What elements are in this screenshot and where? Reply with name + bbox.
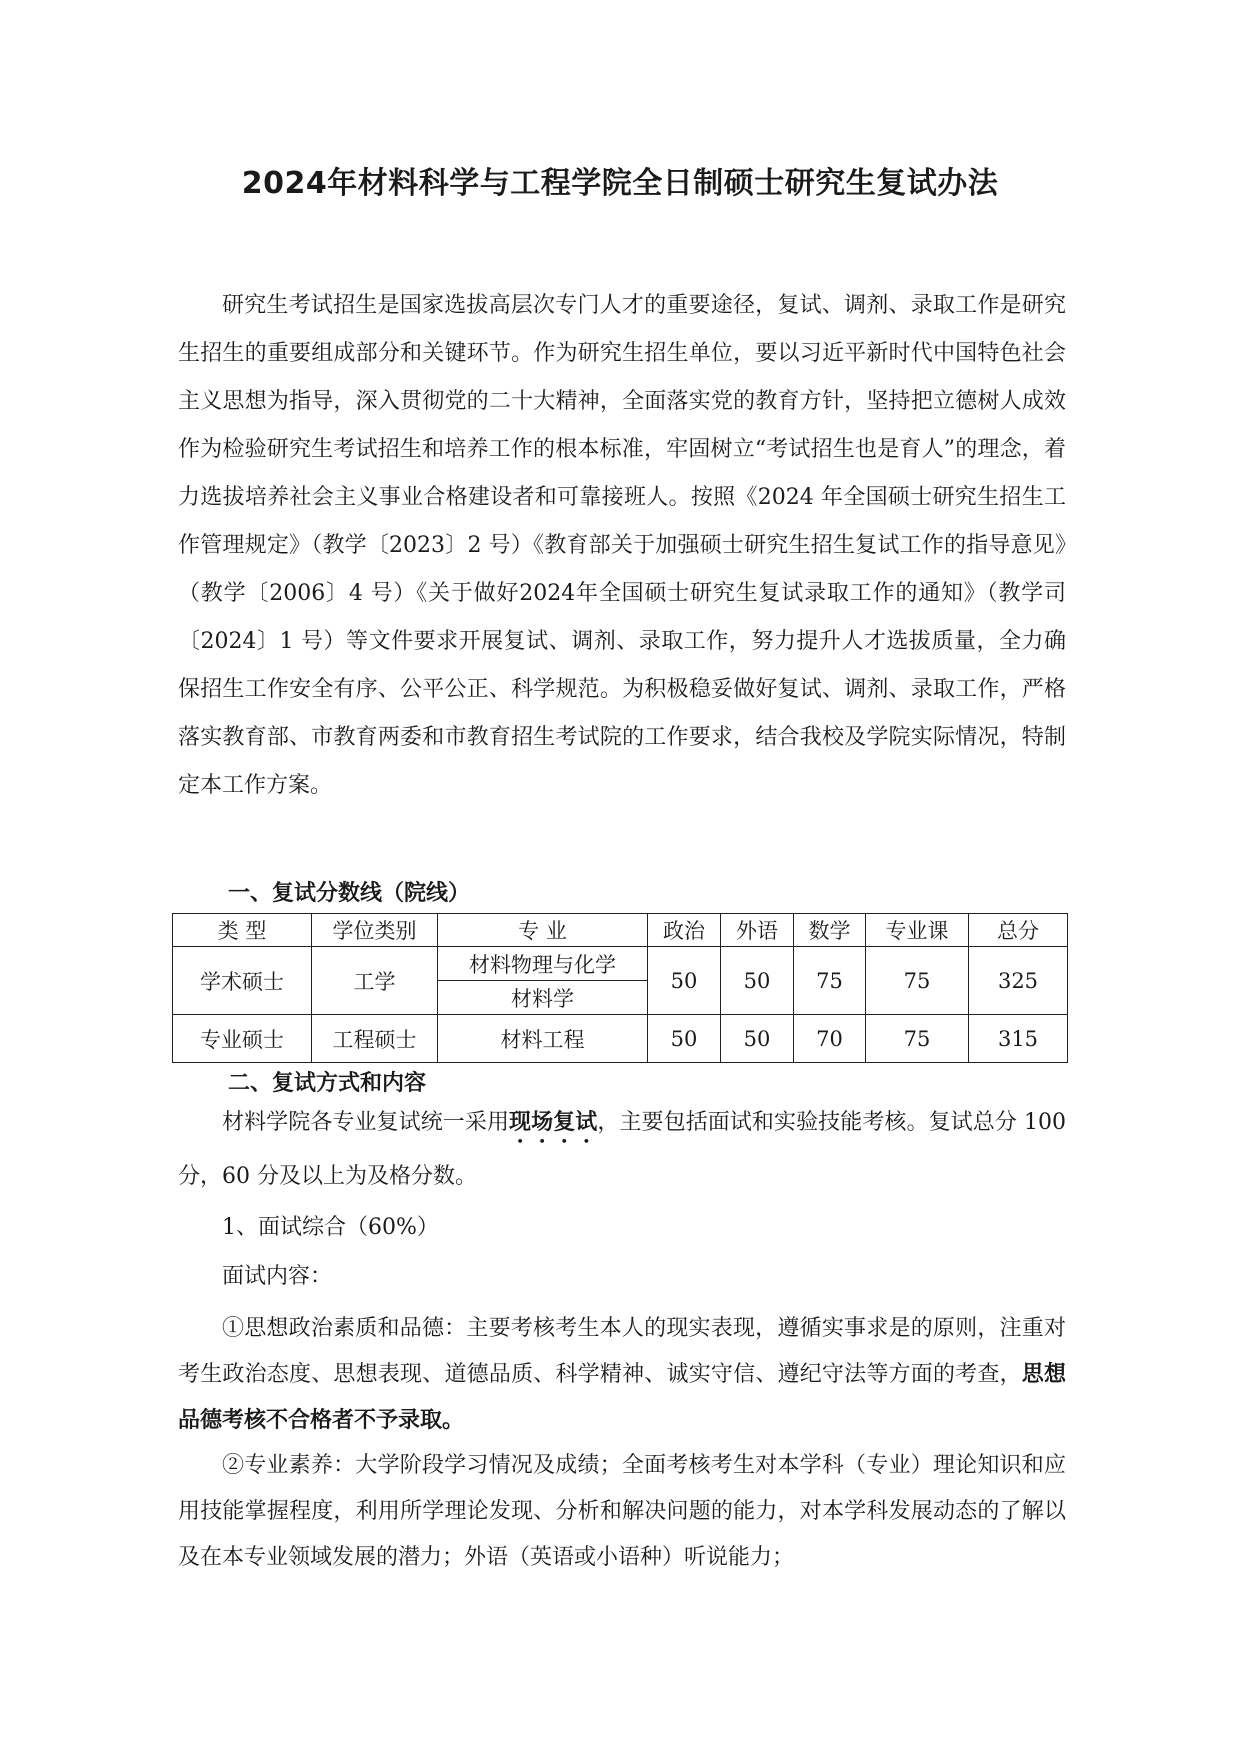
- interview-content-label: 面试内容：: [222, 1264, 333, 1289]
- cell-degree: 工程硕士: [312, 1015, 438, 1063]
- cell-major-course: 75: [866, 947, 969, 1015]
- cell-major: 材料学: [438, 981, 648, 1015]
- section2-heading: 二、复试方式和内容: [228, 1071, 427, 1096]
- section1-heading: 一、复试分数线（院线）: [228, 881, 471, 906]
- cell-language: 50: [721, 1015, 794, 1063]
- cell-language: 50: [721, 947, 794, 1015]
- method-text-start: 材料学院各专业复试统一采用: [222, 1110, 510, 1135]
- cell-major: 材料物理与化学: [438, 947, 648, 981]
- cell-politics: 50: [648, 947, 721, 1015]
- document-title: 2024年材料科学与工程学院全日制硕士研究生复试办法: [241, 166, 999, 201]
- cell-total: 325: [969, 947, 1068, 1015]
- header-cell: 数学: [794, 914, 866, 947]
- cell-math: 70: [794, 1015, 866, 1063]
- score-line-table: [172, 913, 1068, 1063]
- cell-degree: 工学: [312, 947, 438, 1015]
- header-cell: 外语: [721, 914, 794, 947]
- cell-major: 材料工程: [438, 1015, 648, 1063]
- method-text-end: ，主要包括面试和实验技能考核。复试总分 100 分，60 分及以上为及格分数。: [178, 1110, 1066, 1189]
- interview-subheading: 1、面试综合（60%）: [222, 1215, 439, 1240]
- header-cell: 类 型: [173, 914, 312, 947]
- method-paragraph: [178, 1096, 1066, 1204]
- cell-total: 315: [969, 1015, 1068, 1063]
- cell-politics: 50: [648, 1015, 721, 1063]
- header-cell: 专业课: [866, 914, 969, 947]
- item1-text: ①思想政治素质和品德：主要考核考生本人的现实表现，遵循实事求是的原则，注重对考生政治态度、思想表现、道德品质、科学精神、诚实守信、遵纪守法等方面的考查，: [178, 1316, 1066, 1387]
- cell-type: 学术硕士: [173, 947, 312, 1015]
- cell-type: 专业硕士: [173, 1015, 312, 1063]
- cell-math: 75: [794, 947, 866, 1015]
- interview-item-political: [178, 1306, 1066, 1444]
- cell-major-course: 75: [866, 1015, 969, 1063]
- onsite-retest-emphasis: 现场复试: [509, 1110, 598, 1135]
- table-row: [173, 1015, 1068, 1063]
- header-cell: 政治: [648, 914, 721, 947]
- header-cell: 学位类别: [312, 914, 438, 947]
- table-header-row: [173, 914, 1068, 947]
- header-cell: 总分: [969, 914, 1068, 947]
- interview-item-professional: ②专业素养：大学阶段学习情况及成绩；全面考核考生对本学科（专业）理论知识和应用技能掌握程度，利用所学理论发现、分析和解决问题的能力，对本学科发展动态的了解以及在本专业领域发展的潜力；外语（英语或小语种）听说能力；: [178, 1453, 1066, 1570]
- item1-bold-note: 思想品德考核不合格者不予录取。: [178, 1362, 1066, 1433]
- table-row: [173, 947, 1068, 981]
- header-cell: 专 业: [438, 914, 648, 947]
- intro-paragraph: 研究生考试招生是国家选拔高层次专门人才的重要途径，复试、调剂、录取工作是研究生招生的重要组成部分和关键环节。作为研究生招生单位，要以习近平新时代中国特色社会主义思想为指导，深入贯彻党的二十大精神，全面落实党的教育方针，坚持把立德树人成效作为检验研究生考试招生和培养工作的根本标准，牢固树立“考试招生也是育人”的理念，着力选拔培养社会主义事业合格建设者和可靠接班人。按照《2024 年全国硕士研究生招生工作管理规定》（教学〔2023〕2 号）《教育部关于加强硕士研究生招生复试工作的指导意见》（教学〔2006〕4 号）《关于做好2024年全国硕士研究生复试录取工作的通知》（教学司〔2024〕1 号）等文件要求开展复试、调剂、录取工作，努力提升人才选拔质量，全力确保招生工作安全有序、公平公正、科学规范。为积极稳妥做好复试、调剂、录取工作，严格落实教育部、市教育两委和市教育招生考试院的工作要求，结合我校及学院实际情况，特制定本工作方案。: [178, 293, 1066, 798]
